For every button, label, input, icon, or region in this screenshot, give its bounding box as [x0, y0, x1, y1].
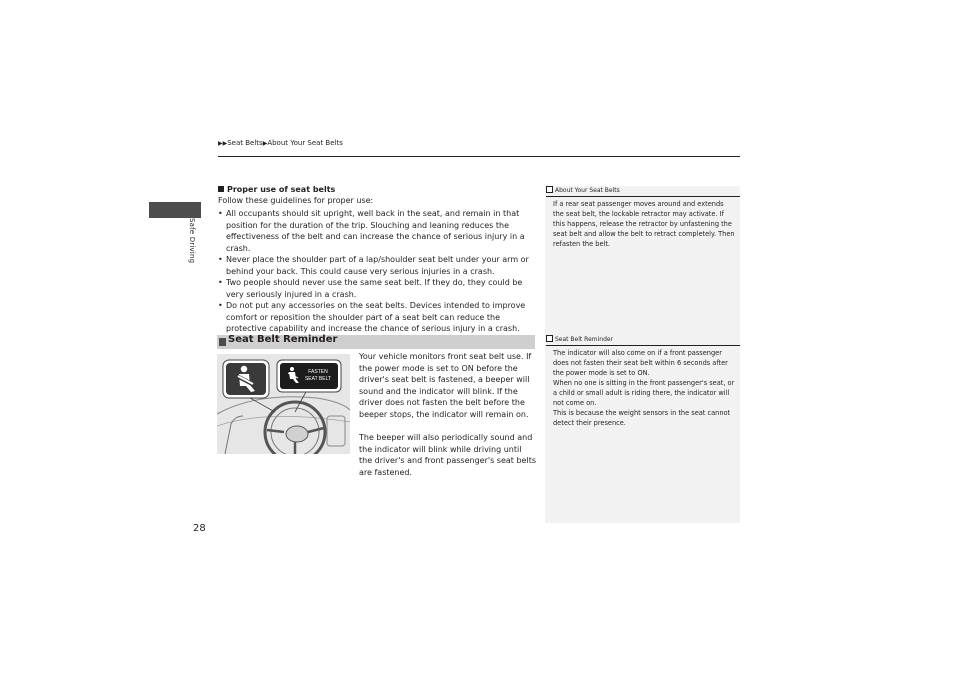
breadcrumb-arrow-icon: ▶	[262, 140, 268, 147]
reminder-text	[359, 351, 537, 490]
proper-use-heading	[218, 185, 335, 194]
note-body-reminder	[553, 348, 735, 428]
note-paragraph: If a rear seat passenger moves around and extends the seat belt, the lockable retractor may activate. If this happens, release the retractor by unfastening the seat belt and allow the belt to retract completely. Then refasten the belt.	[553, 200, 735, 248]
proper-use-intro: Follow these guidelines for proper use:	[218, 196, 374, 205]
note-paragraph: When no one is sitting in the front passenger's seat, or a child or small adult is riding there, the indicator will not come on.	[553, 379, 735, 407]
display-text-seat-belt: SEAT BELT	[304, 376, 332, 382]
breadcrumb-arrow-icon: ▶▶	[218, 140, 228, 147]
square-bullet-icon	[218, 186, 224, 192]
note-title-about	[546, 186, 620, 194]
list-item: • Never place the shoulder part of a lap/shoulder seat belt under your arm or behind your back. This could cause very serious injuries in a crash.	[218, 254, 535, 277]
breadcrumb-item-seat-belts[interactable]: Seat Belts	[227, 139, 263, 147]
list-item: • All occupants should sit upright, well back in the seat, and remain in that position for the duration of the trip. Slouching and leaning reduces the effectiveness of the belt and can increase the chance of serious injury in a crash.	[218, 208, 535, 254]
reminder-paragraph: Your vehicle monitors front seat belt use. If the power mode is set to ON before the driver's seat belt is fastened, a beeper will sound and the indicator will blink. If the driver does not fasten the belt before the beeper stops, the indicator will remain on.	[359, 352, 532, 419]
list-item: • Do not put any accessories on the seat belts. Devices intended to improve comfort or reposition the shoulder part of a seat belt can reduce the protective capability and increase the chance of serious injury in a crash.	[218, 300, 535, 335]
list-item: • Two people should never use the same seat belt. If they do, they could be very seriously injured in a crash.	[218, 277, 535, 300]
dashboard-drawing	[217, 354, 350, 454]
page-number: 28	[193, 523, 206, 534]
proper-use-heading-text: Proper use of seat belts	[227, 185, 336, 194]
breadcrumb	[218, 139, 343, 147]
note-paragraph: The indicator will also come on if a front passenger does not fasten their seat belt within 6 seconds after the power mode is set to ON.	[553, 349, 728, 377]
proper-use-list	[218, 208, 535, 335]
note-divider	[546, 345, 740, 346]
note-title-reminder	[546, 335, 613, 343]
note-body-about	[553, 199, 735, 249]
display-text-fasten: FASTEN	[308, 369, 328, 375]
note-title-reminder-text[interactable]: Seat Belt Reminder	[555, 336, 614, 343]
note-reference-icon	[546, 335, 553, 342]
square-bullet-icon	[219, 338, 226, 346]
note-title-about-text[interactable]: About Your Seat Belts	[555, 187, 620, 194]
section-tab-marker	[149, 202, 201, 218]
header-divider	[218, 156, 740, 157]
reminder-paragraph: The beeper will also periodically sound and the indicator will blink while driving until the driver's and front passenger's seat belts are fastened.	[359, 433, 536, 477]
note-paragraph: This is because the weight sensors in the seat cannot detect their presence.	[553, 409, 731, 427]
breadcrumb-item-about[interactable]: About Your Seat Belts	[267, 139, 343, 147]
dashboard-illustration	[217, 354, 350, 454]
section-side-label: Safe Driving	[188, 218, 196, 264]
note-divider	[546, 196, 740, 197]
section-title: Seat Belt Reminder	[228, 334, 338, 345]
note-reference-icon	[546, 186, 553, 193]
